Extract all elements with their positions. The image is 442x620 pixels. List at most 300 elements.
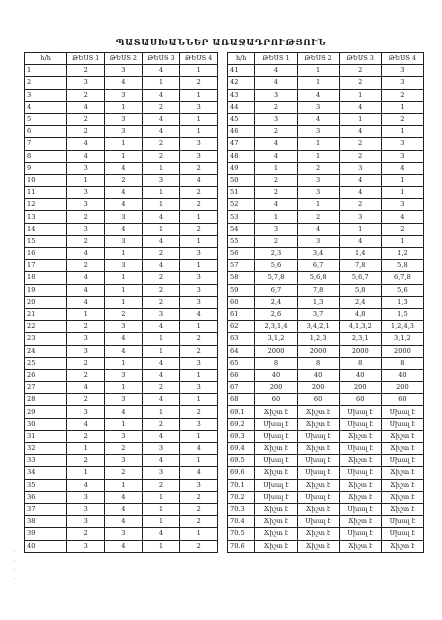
answer-cell: 3 <box>180 418 218 430</box>
answer-cell: Սխալ է <box>339 443 381 455</box>
column-header-test-2: ԹԵՍՏ 2 <box>105 53 143 65</box>
answer-cell: 1 <box>339 113 381 125</box>
answer-cell: 4 <box>105 516 143 528</box>
answer-cell: 2 <box>142 479 180 491</box>
row-number-cell: 64 <box>228 345 255 357</box>
answer-cell: Ճիշտ է <box>255 516 297 528</box>
answer-cell: 4 <box>105 333 143 345</box>
answer-cell: Սխալ է <box>255 455 297 467</box>
table-row <box>228 296 424 308</box>
answer-cell: 4,1,3,2 <box>339 321 381 333</box>
table-body <box>228 65 424 553</box>
column-header-test-4: ԹԵՍՏ 4 <box>180 53 218 65</box>
answer-cell: 2 <box>67 65 105 77</box>
table-row <box>228 503 424 515</box>
answer-cell: 3 <box>105 430 143 442</box>
table-row <box>25 150 218 162</box>
answer-cell: 2 <box>142 272 180 284</box>
answer-cell: 1 <box>105 357 143 369</box>
row-number-cell: 48 <box>228 150 255 162</box>
answer-cell: 1 <box>381 187 423 199</box>
answer-cell: 3 <box>381 77 423 89</box>
answer-cell: 4 <box>67 296 105 308</box>
row-number-cell: 69.1 <box>228 406 255 418</box>
answer-cell: 2 <box>255 126 297 138</box>
answer-cell: Ճիշտ է <box>339 516 381 528</box>
answer-cell: 2 <box>67 455 105 467</box>
answer-cell: 2 <box>105 443 143 455</box>
table-row <box>228 162 424 174</box>
answer-cell: Սխալ է <box>255 491 297 503</box>
answer-cell: 2 <box>381 223 423 235</box>
answer-cell: 4 <box>105 187 143 199</box>
answer-cell: 1 <box>297 77 339 89</box>
answers-table-left <box>24 52 218 553</box>
table-row <box>25 479 218 491</box>
row-number-cell: 1 <box>25 65 67 77</box>
answer-cell: 4 <box>142 528 180 540</box>
answer-cell: 1,2,4,3 <box>381 321 423 333</box>
answer-cell: 2 <box>67 357 105 369</box>
answer-cell: 3 <box>105 260 143 272</box>
answer-cell: 3 <box>339 211 381 223</box>
answer-cell: 1 <box>105 101 143 113</box>
row-number-cell: 19 <box>25 284 67 296</box>
table-row <box>25 503 218 515</box>
answer-cell: 200 <box>381 382 423 394</box>
answer-cell: Ճիշտ է <box>255 503 297 515</box>
answer-cell: 2 <box>381 113 423 125</box>
answer-cell: 4 <box>297 113 339 125</box>
table-row <box>228 138 424 150</box>
table-row <box>228 272 424 284</box>
row-number-cell: 53 <box>228 211 255 223</box>
answer-cell: 3 <box>67 491 105 503</box>
table-row <box>228 150 424 162</box>
row-number-cell: 21 <box>25 308 67 320</box>
table-row <box>228 333 424 345</box>
answer-cell: 2 <box>142 138 180 150</box>
answer-cell: 2 <box>180 162 218 174</box>
answer-cell: Ճիշտ է <box>381 491 423 503</box>
table-row <box>228 467 424 479</box>
answer-cell: 3 <box>297 126 339 138</box>
table-row <box>25 211 218 223</box>
row-number-cell: 69.3 <box>228 430 255 442</box>
column-header-number: h/h <box>228 53 255 65</box>
answer-cell: 4 <box>105 503 143 515</box>
answer-cell: 2 <box>339 199 381 211</box>
answer-cell: 2 <box>67 235 105 247</box>
answer-cell: 1,2 <box>381 248 423 260</box>
answer-cell: 4 <box>339 235 381 247</box>
answer-cell: 4 <box>105 162 143 174</box>
answer-cell: Սխալ է <box>381 418 423 430</box>
table-row <box>25 443 218 455</box>
answer-cell: 3 <box>67 503 105 515</box>
answer-cell: 1 <box>381 235 423 247</box>
answer-cell: 7,8 <box>339 260 381 272</box>
row-number-cell: 4 <box>25 101 67 113</box>
answer-cell: 1 <box>142 516 180 528</box>
answer-cell: 2 <box>67 126 105 138</box>
row-number-cell: 11 <box>25 187 67 199</box>
row-number-cell: 20 <box>25 296 67 308</box>
answer-cell: 3 <box>180 296 218 308</box>
row-number-cell: 58 <box>228 272 255 284</box>
row-number-cell: 36 <box>25 491 67 503</box>
answer-cell: 3 <box>67 406 105 418</box>
answer-cell: 4 <box>142 369 180 381</box>
answer-cell: 3 <box>255 113 297 125</box>
row-number-cell: 39 <box>25 528 67 540</box>
answer-cell: 4 <box>180 443 218 455</box>
answer-cell: 1 <box>255 211 297 223</box>
answer-cell: Ճիշտ է <box>339 430 381 442</box>
answer-cell: 1 <box>255 162 297 174</box>
table-row <box>228 369 424 381</box>
answer-cell: 2 <box>105 467 143 479</box>
answer-cell: 3 <box>67 516 105 528</box>
table-row <box>25 77 218 89</box>
answer-cell: 4 <box>297 89 339 101</box>
answer-cell: 3,1,2 <box>381 333 423 345</box>
answer-cell: 1 <box>67 308 105 320</box>
table-row <box>25 540 218 552</box>
table-row <box>228 418 424 430</box>
answer-cell: 1 <box>142 345 180 357</box>
answer-cell: 4 <box>142 89 180 101</box>
answer-cell: 3 <box>142 174 180 186</box>
answer-cell: 2 <box>180 199 218 211</box>
answer-cell: 1 <box>142 187 180 199</box>
table-row <box>25 467 218 479</box>
answer-cell: 200 <box>255 382 297 394</box>
answer-cell: Ճիշտ է <box>255 467 297 479</box>
table-row <box>228 357 424 369</box>
row-number-cell: 31 <box>25 430 67 442</box>
answer-cell: 3 <box>381 138 423 150</box>
answer-cell: 40 <box>381 369 423 381</box>
answer-cell: 2 <box>297 211 339 223</box>
answer-cell: 6,7 <box>297 260 339 272</box>
answer-cell: Սխալ է <box>339 528 381 540</box>
answer-cell: 8 <box>339 357 381 369</box>
table-row <box>228 211 424 223</box>
table-row <box>25 406 218 418</box>
answer-cell: 2 <box>180 491 218 503</box>
answer-cell: 8 <box>255 357 297 369</box>
answer-cell: 6,7,8 <box>381 272 423 284</box>
answer-cell: 1 <box>339 223 381 235</box>
answer-cell: 4 <box>339 101 381 113</box>
answer-cell: 200 <box>339 382 381 394</box>
answer-cell: Սխալ է <box>297 430 339 442</box>
answer-cell: 2 <box>255 101 297 113</box>
answer-cell: Սխալ է <box>297 491 339 503</box>
row-number-cell: 14 <box>25 223 67 235</box>
answer-cell: Ճիշտ է <box>381 443 423 455</box>
answer-cell: 2 <box>255 187 297 199</box>
answer-cell: 3 <box>105 65 143 77</box>
answer-cell: 2 <box>180 223 218 235</box>
answer-cell: 3 <box>180 284 218 296</box>
row-number-cell: 6 <box>25 126 67 138</box>
answer-cell: 4 <box>255 138 297 150</box>
answer-cell: 2 <box>105 308 143 320</box>
answer-cell: Ճիշտ է <box>255 406 297 418</box>
answer-cell: 4 <box>255 65 297 77</box>
answer-cell: 2,3 <box>255 248 297 260</box>
table-row <box>25 516 218 528</box>
row-number-cell: 68 <box>228 394 255 406</box>
answer-cell: Ճիշտ է <box>339 540 381 552</box>
answer-cell: 4 <box>339 174 381 186</box>
table-row <box>228 540 424 552</box>
table-row <box>228 479 424 491</box>
answer-cell: 1 <box>67 467 105 479</box>
answer-cell: 3 <box>255 223 297 235</box>
table-row <box>228 113 424 125</box>
table-row <box>228 174 424 186</box>
table-row <box>228 455 424 467</box>
answer-cell: 2 <box>180 187 218 199</box>
table-row <box>25 528 218 540</box>
answer-cell: Ճիշտ է <box>297 528 339 540</box>
table-row <box>228 248 424 260</box>
answer-cell: 2 <box>180 345 218 357</box>
answer-cell: 2 <box>67 394 105 406</box>
answer-cell: 4 <box>339 126 381 138</box>
row-number-cell: 70.2 <box>228 491 255 503</box>
answer-cell: Ճիշտ է <box>381 467 423 479</box>
answer-cell: 2000 <box>297 345 339 357</box>
row-number-cell: 69.4 <box>228 443 255 455</box>
answer-cell: 1 <box>142 491 180 503</box>
table-row <box>25 101 218 113</box>
answer-cell: 1 <box>180 126 218 138</box>
answer-cell: 3 <box>105 235 143 247</box>
answer-cell: 2 <box>67 528 105 540</box>
page-title: ՊԱՏԱՍԽԱՆՆԵՐ ԱՌԱՋԱԴՐՈՒԹՅՈՒՆ <box>115 38 327 48</box>
answer-cell: 4 <box>142 430 180 442</box>
table-row <box>25 357 218 369</box>
answer-cell: 2 <box>67 321 105 333</box>
answer-cell: 1 <box>180 235 218 247</box>
row-number-cell: 69.6 <box>228 467 255 479</box>
answer-cell: 60 <box>297 394 339 406</box>
answer-cell: 4 <box>67 479 105 491</box>
answer-cell: Սխալ է <box>339 467 381 479</box>
table-row <box>25 345 218 357</box>
answer-cell: 1 <box>105 479 143 491</box>
answer-cell: 1 <box>180 89 218 101</box>
answer-cell: 1 <box>180 321 218 333</box>
row-number-cell: 55 <box>228 235 255 247</box>
answers-table-right <box>227 52 424 553</box>
table-row <box>25 113 218 125</box>
table-row <box>228 89 424 101</box>
answer-cell: 1,5 <box>381 308 423 320</box>
answer-cell: 3,7 <box>297 308 339 320</box>
answer-cell: 1 <box>297 150 339 162</box>
answer-cell: 2 <box>67 89 105 101</box>
answer-cell: 4 <box>180 467 218 479</box>
answer-cell: 3 <box>142 308 180 320</box>
row-number-cell: 41 <box>228 65 255 77</box>
answer-cell: Սխալ է <box>297 467 339 479</box>
answer-cell: 3,4,2,1 <box>297 321 339 333</box>
table-row <box>25 187 218 199</box>
row-number-cell: 70.6 <box>228 540 255 552</box>
answer-cell: 3 <box>142 443 180 455</box>
answer-cell: 1 <box>105 296 143 308</box>
answer-cell: 1 <box>142 333 180 345</box>
answer-cell: 2,6 <box>255 308 297 320</box>
answer-cell: 2 <box>339 77 381 89</box>
table-row <box>25 174 218 186</box>
column-header-test-2: ԹԵՍՏ 2 <box>297 53 339 65</box>
answer-cell: 4 <box>297 223 339 235</box>
table-row <box>25 333 218 345</box>
table-row <box>228 223 424 235</box>
answer-cell: 3 <box>297 101 339 113</box>
answer-cell: 2 <box>105 174 143 186</box>
scan-artifact: · · · · <box>14 549 16 583</box>
answer-cell: 3 <box>67 162 105 174</box>
table-body <box>25 65 218 553</box>
answer-cell: 60 <box>339 394 381 406</box>
answer-cell: 3 <box>105 113 143 125</box>
table-row <box>25 138 218 150</box>
header-row <box>228 53 424 65</box>
table-row <box>228 101 424 113</box>
row-number-cell: 10 <box>25 174 67 186</box>
answer-cell: 1,3 <box>381 296 423 308</box>
row-number-cell: 65 <box>228 357 255 369</box>
answer-cell: 8 <box>297 357 339 369</box>
row-number-cell: 34 <box>25 467 67 479</box>
answer-cell: 1 <box>180 211 218 223</box>
table-row <box>228 308 424 320</box>
column-header-test-3: ԹԵՍՏ 3 <box>339 53 381 65</box>
answer-cell: 60 <box>381 394 423 406</box>
answer-cell: 1,3 <box>297 296 339 308</box>
table-row <box>25 369 218 381</box>
answer-cell: 200 <box>297 382 339 394</box>
answer-cell: 4 <box>105 223 143 235</box>
table-row <box>25 491 218 503</box>
column-header-test-1: ԹԵՍՏ 1 <box>67 53 105 65</box>
answer-cell: 2 <box>180 503 218 515</box>
answer-cell: 2 <box>142 248 180 260</box>
answer-cell: 2 <box>381 89 423 101</box>
table-row <box>25 235 218 247</box>
answer-cell: 2 <box>142 296 180 308</box>
table-row <box>25 284 218 296</box>
answer-cell: Ճիշտ է <box>381 430 423 442</box>
answer-cell: 3 <box>180 272 218 284</box>
answer-cell: 1 <box>180 260 218 272</box>
answer-cell: 4 <box>180 308 218 320</box>
answer-cell: 4 <box>67 418 105 430</box>
table-row <box>228 321 424 333</box>
row-number-cell: 66 <box>228 369 255 381</box>
answer-cell: 4 <box>67 284 105 296</box>
answer-cell: 2,3,1 <box>339 333 381 345</box>
answer-cell: 3 <box>381 65 423 77</box>
row-number-cell: 54 <box>228 223 255 235</box>
answer-cell: 1 <box>67 174 105 186</box>
row-number-cell: 49 <box>228 162 255 174</box>
answer-cell: 3 <box>105 126 143 138</box>
row-number-cell: 67 <box>228 382 255 394</box>
answer-cell: Ճիշտ է <box>297 418 339 430</box>
answer-cell: 1 <box>180 430 218 442</box>
answer-cell: 5,7,8 <box>255 272 297 284</box>
table-row <box>25 308 218 320</box>
answer-cell: 3 <box>381 199 423 211</box>
answer-cell: 7,8 <box>297 284 339 296</box>
row-number-cell: 25 <box>25 357 67 369</box>
answer-cell: 2 <box>339 150 381 162</box>
row-number-cell: 70.1 <box>228 479 255 491</box>
row-number-cell: 61 <box>228 308 255 320</box>
answer-cell: 1 <box>142 199 180 211</box>
answer-cell: 2 <box>67 369 105 381</box>
answer-cell: 3 <box>105 211 143 223</box>
table-row <box>228 491 424 503</box>
answer-cell: Սխալ է <box>255 479 297 491</box>
answer-cell: 2000 <box>255 345 297 357</box>
answer-cell: 5,8 <box>339 284 381 296</box>
answer-cell: 3 <box>105 455 143 467</box>
answer-cell: 1 <box>67 443 105 455</box>
answer-cell: 4 <box>339 187 381 199</box>
answer-cell: 5,6,7 <box>339 272 381 284</box>
table-row <box>25 430 218 442</box>
answer-cell: 2 <box>142 150 180 162</box>
answer-cell: 2 <box>339 65 381 77</box>
answer-cell: 4 <box>381 211 423 223</box>
table-row <box>228 65 424 77</box>
table-row <box>228 77 424 89</box>
answer-cell: 1 <box>180 455 218 467</box>
answer-cell: 2 <box>297 162 339 174</box>
table-row <box>25 260 218 272</box>
answer-cell: 2 <box>67 430 105 442</box>
answer-cell: 3 <box>142 467 180 479</box>
answer-cell: 2 <box>67 260 105 272</box>
answer-cell: 1,4 <box>339 248 381 260</box>
answer-cell: Սխալ է <box>297 516 339 528</box>
answer-cell: 4 <box>105 406 143 418</box>
answer-cell: 1 <box>381 126 423 138</box>
row-number-cell: 32 <box>25 443 67 455</box>
answer-cell: 4 <box>105 199 143 211</box>
answer-cell: 1 <box>142 162 180 174</box>
answer-cell: Սխալ է <box>381 455 423 467</box>
row-number-cell: 30 <box>25 418 67 430</box>
answer-cell: 3 <box>105 528 143 540</box>
answer-cell: 1 <box>105 150 143 162</box>
answer-cell: 3 <box>339 162 381 174</box>
answer-cell: Սխալ է <box>255 418 297 430</box>
answer-cell: 3 <box>67 187 105 199</box>
answer-cell: 4 <box>67 101 105 113</box>
answer-cell: Ճիշտ է <box>297 443 339 455</box>
answer-cell: 2 <box>67 211 105 223</box>
